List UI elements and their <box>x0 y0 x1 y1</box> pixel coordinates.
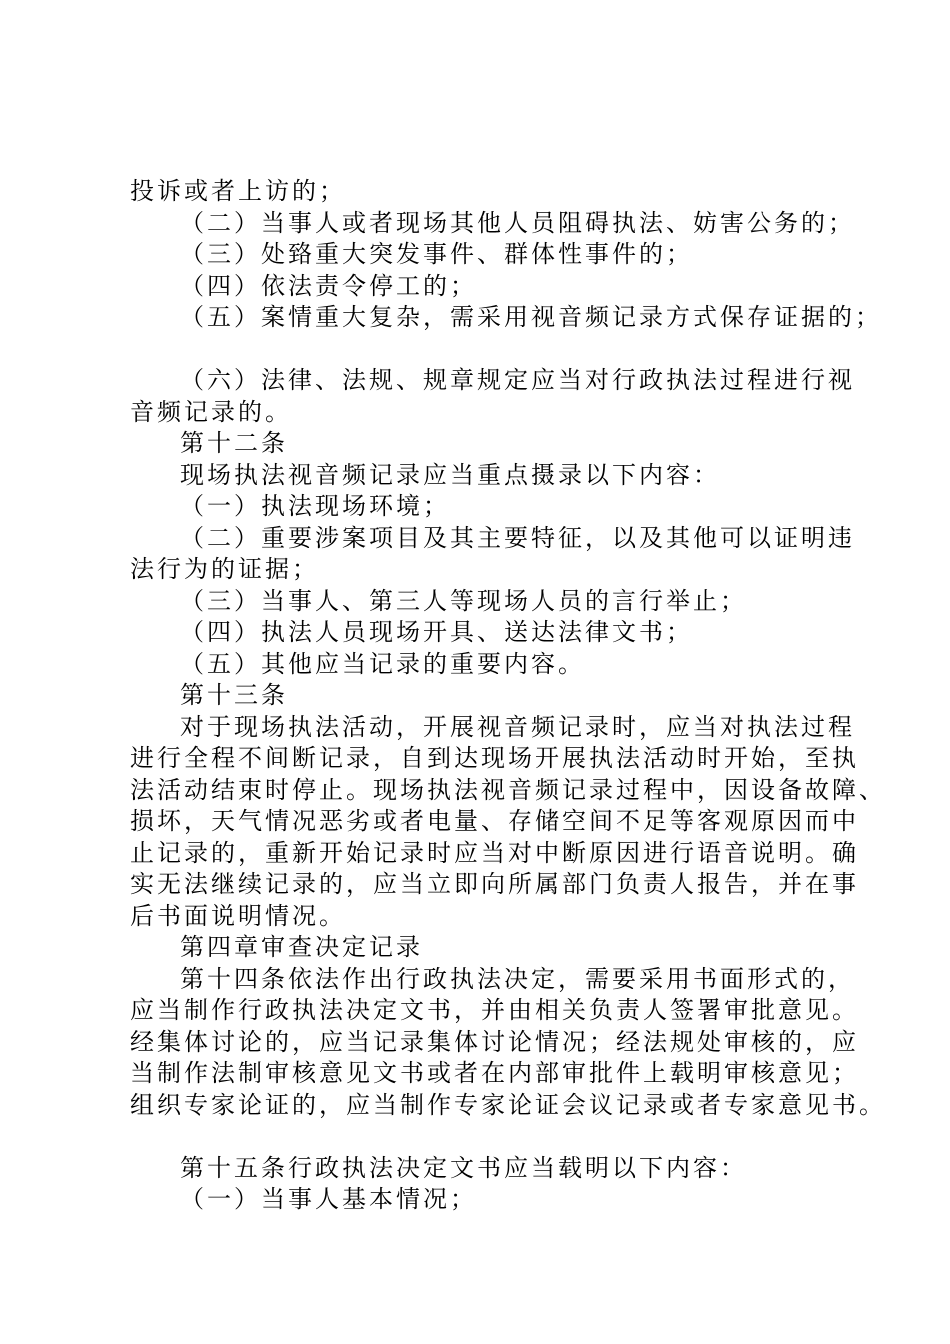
chapter-heading: 第四章审查决定记录 <box>180 933 423 961</box>
text-line: 对于现场执法活动，开展视音频记录时，应当对执法过程 <box>180 712 855 741</box>
article-heading: 第十三条 <box>180 681 288 709</box>
text-line: 止记录的，重新开始记录时应当对中断原因进行语音说明。确 <box>130 838 859 867</box>
text-line: （五）案情重大复杂，需采用视音频记录方式保存证据的； <box>180 303 882 331</box>
article-heading: 第十二条 <box>180 429 288 457</box>
text-line: 音频记录的。 <box>130 397 292 426</box>
text-line: 第十五条行政执法决定文书应当载明以下内容： <box>180 1153 747 1182</box>
document-body <box>130 176 886 1216</box>
text-line: 现场执法视音频记录应当重点摄录以下内容： <box>180 460 720 489</box>
text-line: （六）法律、法规、规章规定应当对行政执法过程进行视 <box>180 366 855 394</box>
text-line: （二）当事人或者现场其他人员阻碍执法、妨害公务的； <box>180 208 855 237</box>
text-line: 第十四条依法作出行政执法决定，需要采用书面形式的， <box>180 964 855 993</box>
text-line: （四）执法人员现场开具、送达法律文书； <box>180 618 693 646</box>
paragraph-gap <box>130 1121 850 1153</box>
text-line: 经集体讨论的，应当记录集体讨论情况；经法规处审核的，应 <box>130 1027 859 1056</box>
text-line: 当制作法制审核意见文书或者在内部审批件上载明审核意见； <box>130 1059 859 1087</box>
text-line: （四）依法责令停工的； <box>180 271 477 300</box>
text-line: 实无法继续记录的，应当立即向所属部门负责人报告，并在事 <box>130 870 859 898</box>
text-line: 投诉或者上访的； <box>130 177 346 205</box>
paragraph-gap <box>130 334 850 366</box>
text-line: 应当制作行政执法决定文书，并由相关负责人签署审批意见。 <box>130 996 859 1024</box>
text-line: 法活动结束时停止。现场执法视音频记录过程中，因设备故障、 <box>130 775 886 804</box>
text-line: （二）重要涉案项目及其主要特征，以及其他可以证明违 <box>180 523 855 552</box>
text-line: 法行为的证据； <box>130 555 319 583</box>
text-line: 损坏，天气情况恶劣或者电量、存储空间不足等客观原因而中 <box>130 807 859 835</box>
text-line: （五）其他应当记录的重要内容。 <box>180 649 585 678</box>
text-line: （一）当事人基本情况； <box>180 1185 477 1213</box>
text-line: 进行全程不间断记录，自到达现场开展执法活动时开始，至执 <box>130 744 859 772</box>
text-line: （三）处臵重大突发事件、群体性事件的； <box>180 240 693 268</box>
text-line: （一）执法现场环境； <box>180 492 450 520</box>
text-line: （三）当事人、第三人等现场人员的言行举止； <box>180 586 747 615</box>
text-line: 组织专家论证的，应当制作专家论证会议记录或者专家意见书。 <box>130 1090 886 1119</box>
text-line: 后书面说明情况。 <box>130 901 346 930</box>
